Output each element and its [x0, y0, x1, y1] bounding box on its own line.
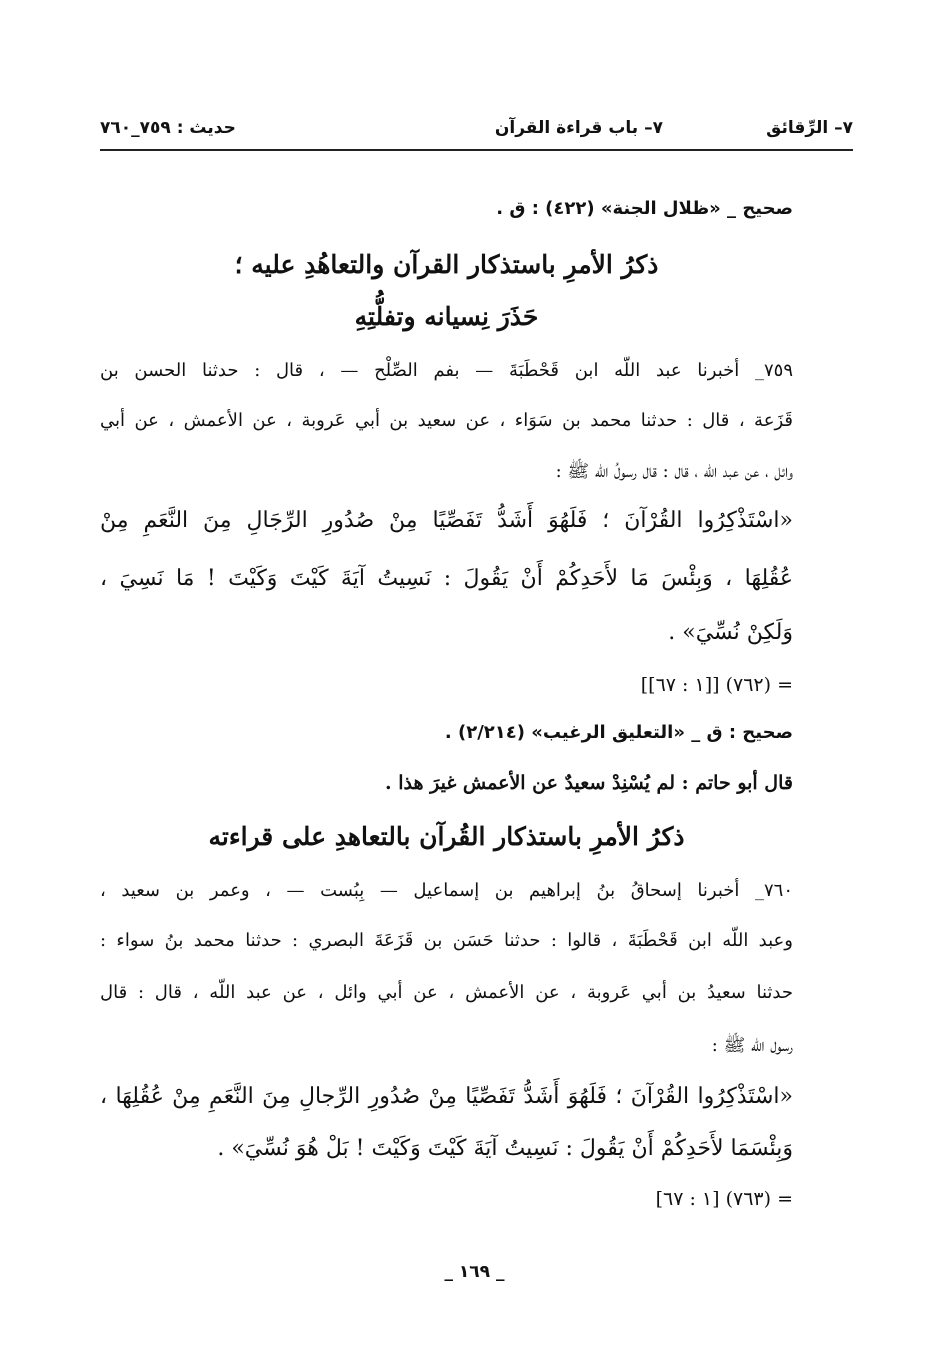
matn-line: «اسْتَذْكِرُوا القُرْآنَ ؛ فَلَهُوَ أَشَدُّ تَفَصِّيًا مِنْ صُدُورِ الرِّجَالِ مِنَ النَّعَمِ مِنْ	[100, 508, 793, 533]
grading-note: صحيح _ «ظلال الجنة» (٤٢٢) : ق .	[496, 198, 793, 219]
isnad-line: وعبد اللّه ابن قَحْطَبَةَ ، قالوا : حدثنا حَسَن بن قَزَعَةَ البصري : حدثنا محمد بنُ سواء :	[100, 930, 793, 951]
section-heading-continued: حَذَرَ نِسيانه وتفلُّتِهِ	[354, 302, 539, 331]
header-divider	[100, 149, 853, 151]
chapter-title: ٧– الرِّقائق	[766, 118, 853, 138]
section-heading: ذكرُ الأمرِ باستذكار القُرآن بالتعاهدِ على قراءته	[208, 822, 685, 851]
page-number: _ ١٦٩ _	[444, 1262, 505, 1282]
matn-line: «اسْتَذْكِرُوا القُرْآنَ ؛ فَلَهُوَ أَشَدُّ تَفَصِّيًا مِنْ صُدُورِ الرِّجالِ مِنَ النَّعَمِ مِنْ عُقُلِهَا ،	[100, 1084, 793, 1109]
matn-line: وَبِئْسَمَا لأَحَدِكُمْ أَنْ يَقُولَ : نَسِيتُ آيَةَ كَيْتَ وَكَيْتَ ! بَلْ هُوَ نُسِّيَ» .	[217, 1136, 793, 1161]
commentary-note: قال أبو حاتم : لم يُسْنِدْ سعيدٌ عن الأعمش غيرَ هذا .	[385, 772, 793, 794]
isnad-line: حدثنا سعيدُ بن أبي عَروبة ، عن الأعمش ، عن أبي وائل ، عن عبد اللّه ، قال : قال	[100, 982, 793, 1003]
matn-line: وَلَكِنْ نُسِّيَ» .	[668, 620, 793, 645]
grading-note: صحيح : ق _ «التعليق الرغيب» (٢/٢١٤) .	[444, 722, 793, 743]
cross-reference: = (٧٦٣) [١ : ٦٧]	[655, 1188, 793, 1210]
isnad-line: ٧٦٠_ أخبرنا إسحاقُ بنُ إبراهيم بن إسماعيل — بِبُست — ، وعمر بن سعيد ،	[100, 880, 793, 901]
section-heading: ذكرُ الأمرِ باستذكار القرآن والتعاهُدِ عليه ؛	[234, 250, 659, 279]
isnad-line: وائل ، عن عبد اللّه ، قال : قال رسولُ اللّه ﷺ :	[555, 461, 793, 482]
hadith-range: حديث : ٧٥٩_٧٦٠	[100, 118, 236, 138]
running-header	[100, 112, 853, 146]
cross-reference: = (٧٦٢) [[١ : ٦٧]]	[640, 674, 793, 696]
isnad-line: ٧٥٩_ أخبرنا عبد اللّه ابن قَحْطَبَةَ — بفم الصِّلْح — ، قال : حدثنا الحسن بن	[100, 360, 793, 381]
isnad-line: قَزَعة ، قال : حدثنا محمد بن سَوَاء ، عن سعيد بن أبي عَروبة ، عن الأعمش ، عن أبي	[100, 410, 793, 431]
matn-line: عُقُلِهَا ، وَبِئْسَ مَا لأَحَدِكُمْ أَنْ يَقُولَ : نَسِيتُ آيَةَ كَيْتَ وَكَيْتَ ! مَا نَسِيَ ،	[100, 566, 793, 591]
section-title: ٧– باب قراءة القرآن	[494, 118, 663, 138]
isnad-line: رسول اللّه ﷺ :	[711, 1035, 793, 1056]
